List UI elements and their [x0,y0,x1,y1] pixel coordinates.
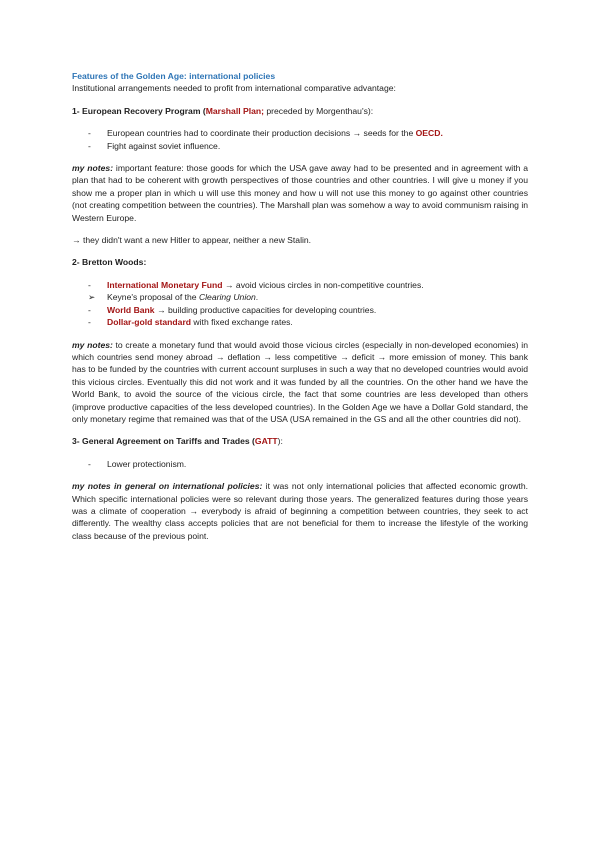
dash-bullet-icon: - [88,279,91,290]
list-item: ➢ Keyne's proposal of the Clearing Union. [88,292,259,303]
section-3-heading: 3- General Agreement on Tariffs and Trades (GATT): [72,436,283,447]
notes-label: my notes: [72,163,114,174]
list-item: - International Monetary Fund → avoid vicious circles in non-competitive countries. [88,279,424,290]
dollar-gold-term: Dollar-gold standard [107,317,192,328]
list-item: - Lower protectionism. [88,458,187,469]
imf-term: International Monetary Fund [107,279,223,290]
list-item: - European countries had to coordinate their production decisions → seeds for the OECD. [88,128,443,139]
section-1-heading: 1- European Recovery Program (Marshall Plan; preceded by Morgenthau's): [72,105,374,116]
section-3-list [72,458,528,470]
dash-bullet-icon: - [88,458,91,469]
page-title: Features of the Golden Age: international policies [72,71,276,81]
marshall-plan-term: Marshall Plan; [205,105,264,116]
dash-bullet-icon: - [88,317,91,328]
oecd-term: OECD. [415,128,443,139]
world-bank-term: World Bank [107,304,155,315]
general-notes: my notes in general on international policies: it was not only international policies that affected economic growth. Which specific international policies were so relevant during those years. The generalized features during those years was a climate of cooperation → everybody is afraid of beginning a competition between countries, they seek to act differently. The wealthy class accepts policies that are not beneficial for them to increase the lifestyle of the working class because of the previous point. [72,481,528,541]
dash-bullet-icon: - [88,140,91,151]
document-content [72,70,528,552]
section-2-heading: 2- Bretton Woods: [72,257,147,268]
dash-bullet-icon: - [88,128,91,139]
list-item: - Dollar-gold standard with fixed exchange rates. [88,317,293,328]
section-2-list [72,279,528,329]
notes-label: my notes: [72,339,113,350]
section-1-arrow-note: → they didn't want a new Hitler to appear, neither a new Stalin. [72,235,312,246]
dash-bullet-icon: - [88,304,91,315]
section-1-notes: my notes: important feature: those goods for which the USA gave away had to be presented and in agreement with a plan that had to be coherent with growth perspectives of those countries and other countries. I will give u money if you show me a proper plan in which u will use this money and how u will not use this money to go against other countries (not creating competition between the countries). The Marshall plan was somehow a way to avoid communism raising in Western Europe. [72,163,529,223]
list-item: - Fight against soviet influence. [88,140,221,151]
arrow-bullet-icon: ➢ [88,292,96,303]
section-1-list [72,127,528,152]
page-subtitle: Institutional arrangements needed to profit from international comparative advantage: [72,83,396,94]
gatt-term: GATT [254,436,278,447]
section-2-notes: my notes: to create a monetary fund that would avoid those vicious circles (especially in non-developed economies) in which countries send money abroad → deflation → less competitive → deficit → more emission of money. This bank has to be funded by the countries with current account surpluses in such a way that no developed countries would avoid this vicious circles. Eventually this did not work and it was funded by all the countries. On the other hand we have the World Bank, to avoid the source of the vicious circle, the fact that some countries are less developed than others (improve productive capacities of the less developed countries). In the Golden Age we have a Dollar Gold standard, the only monetary regime that remained was that of the USA (USA remained in the GS and all the other countries did not). [72,339,528,424]
notes-label: my notes in general on international policies: [72,481,263,492]
list-item: - World Bank → building productive capacities for developing countries. [88,304,377,315]
